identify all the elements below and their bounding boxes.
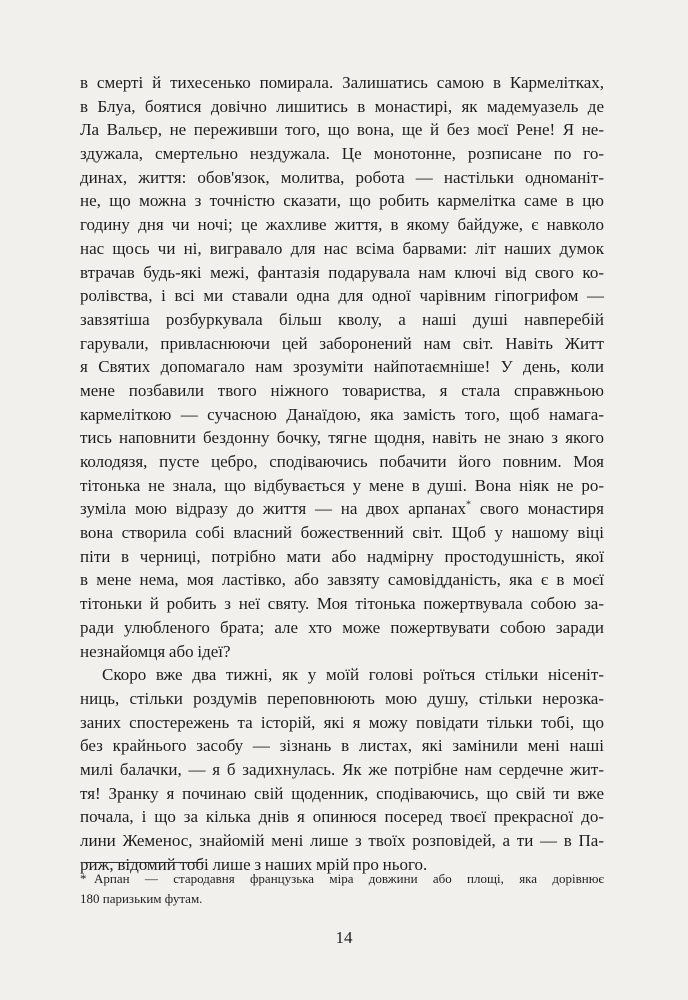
body-text xyxy=(80,71,604,876)
text-line: в Блуа, боятися довічно лишитись в монастирі, як мадемуазель де xyxy=(80,96,604,116)
footnote-line: 180 паризьким футам. xyxy=(80,891,203,906)
text-line: гарували, привласнюючи цей заборонений нам світ. Навіть Житт xyxy=(80,333,604,353)
footnote-text: Арпан — стародавня французька міра довжини або площі, яка дорівнює xyxy=(94,871,604,886)
text-line: динах, життя: обов'язок, молитва, робота — настільки одноманіт- xyxy=(80,167,604,187)
text-line: Скоро вже два тижні, як у моїй голові роїться стільки нісеніт- xyxy=(102,665,604,685)
text-line: почала, і що за кілька днів я опинюся посеред твоєї прекрасної до- xyxy=(80,807,604,827)
text-line: лини Жеменос, знайомій мені лише з твоїх розповідей, а ти — в Па- xyxy=(80,831,604,850)
text-line: вона створила собі власний божественний світ. Щоб у нашому віці xyxy=(80,523,604,543)
footnote xyxy=(80,869,604,909)
footnote-reference: * xyxy=(466,499,472,511)
text-line: мене позбавили твого ніжного товариства, я стала справжньою xyxy=(80,380,604,400)
text-line: не, що можна з точністю сказати, що робить кармелітка саме в цю xyxy=(80,191,604,211)
text-line: ролівства, і всі ми ставали одна для одної чарівним гіпогрифом — xyxy=(80,286,604,306)
text-line: нас щось чи ні, вигравало для нас всіма барвами: літ наших думок xyxy=(80,238,604,258)
text-line: годину дня чи ночі; це жахливе життя, в якому байдуже, є навколо xyxy=(80,215,604,235)
text-line: незнайомця або ідеї? xyxy=(80,641,231,661)
footnote-marker: * xyxy=(80,871,87,886)
text-line: милі балачки, — я б задихнулась. Як же потрібне нам сердечне жит- xyxy=(80,759,604,779)
text-line: ради улюбленого брата; але хто може пожертвувати собою заради xyxy=(80,617,604,637)
text-line: заних спостережень та історій, які я можу повідати тільки тобі, що xyxy=(80,712,604,732)
text-line: тітонька не знала, що відбувається у мене в душі. Вона ніяк не ро- xyxy=(80,475,604,495)
text-line: риж, відомий тобі лише з наших мрій про нього. xyxy=(80,854,428,874)
text-line: без крайнього засобу — зізнань в листах, які замінили мені наші xyxy=(80,736,604,756)
text-line: здужала, смертельно нездужала. Це монотонне, розписане по го- xyxy=(80,144,604,164)
footnote-divider xyxy=(86,862,204,863)
page-number: 14 xyxy=(335,928,353,947)
text-line: тітоньки й робить з неї святу. Моя тітонька пожертвувала собою за- xyxy=(80,594,604,614)
text-segment: свого монастиря xyxy=(471,499,604,519)
text-line: ниць, стільки роздумів переповнюють мою душу, стільки нерозка- xyxy=(80,688,604,708)
footnote-line xyxy=(80,869,604,889)
text-line: кармеліткою — сучасною Данаїдою, яка замість того, щоб намага- xyxy=(80,404,604,424)
text-segment: зуміла мою відразу до життя — на двох арпанах xyxy=(80,499,467,519)
text-line: завзятіша розбуркувала більш кволу, а наші душі навперебій xyxy=(80,309,604,329)
text-line: в смерті й тихесенько помирала. Залишатись самою в Кармелітках, xyxy=(80,73,604,92)
text-line: колодязя, пусте цебро, сподіваючись побачити його повним. Моя xyxy=(80,452,604,471)
text-line: в мене нема, моя ластівко, або завзяту самовідданість, яка є в моєї xyxy=(80,570,604,590)
text-line: я Святих допомагало нам зрозуміти найпотаємніше! У день, коли xyxy=(80,357,604,377)
text-line: тя! Зранку я починаю свій щоденник, сподіваючись, що свій ти вже xyxy=(80,783,604,803)
text-line: піти в черниці, потрібно мати або надмірну простодушність, якої xyxy=(80,546,604,566)
text-line-with-footnote xyxy=(80,497,604,521)
text-line: втрачав будь-які межі, фантазія подарувала нам ключі від свого ко- xyxy=(80,262,604,282)
text-line: Ла Вальєр, не переживши того, що вона, ще й без моєї Рене! Я не- xyxy=(80,120,604,140)
text-line: тись наповнити бездонну бочку, тягне щодня, навіть не знаю з якого xyxy=(80,428,604,448)
